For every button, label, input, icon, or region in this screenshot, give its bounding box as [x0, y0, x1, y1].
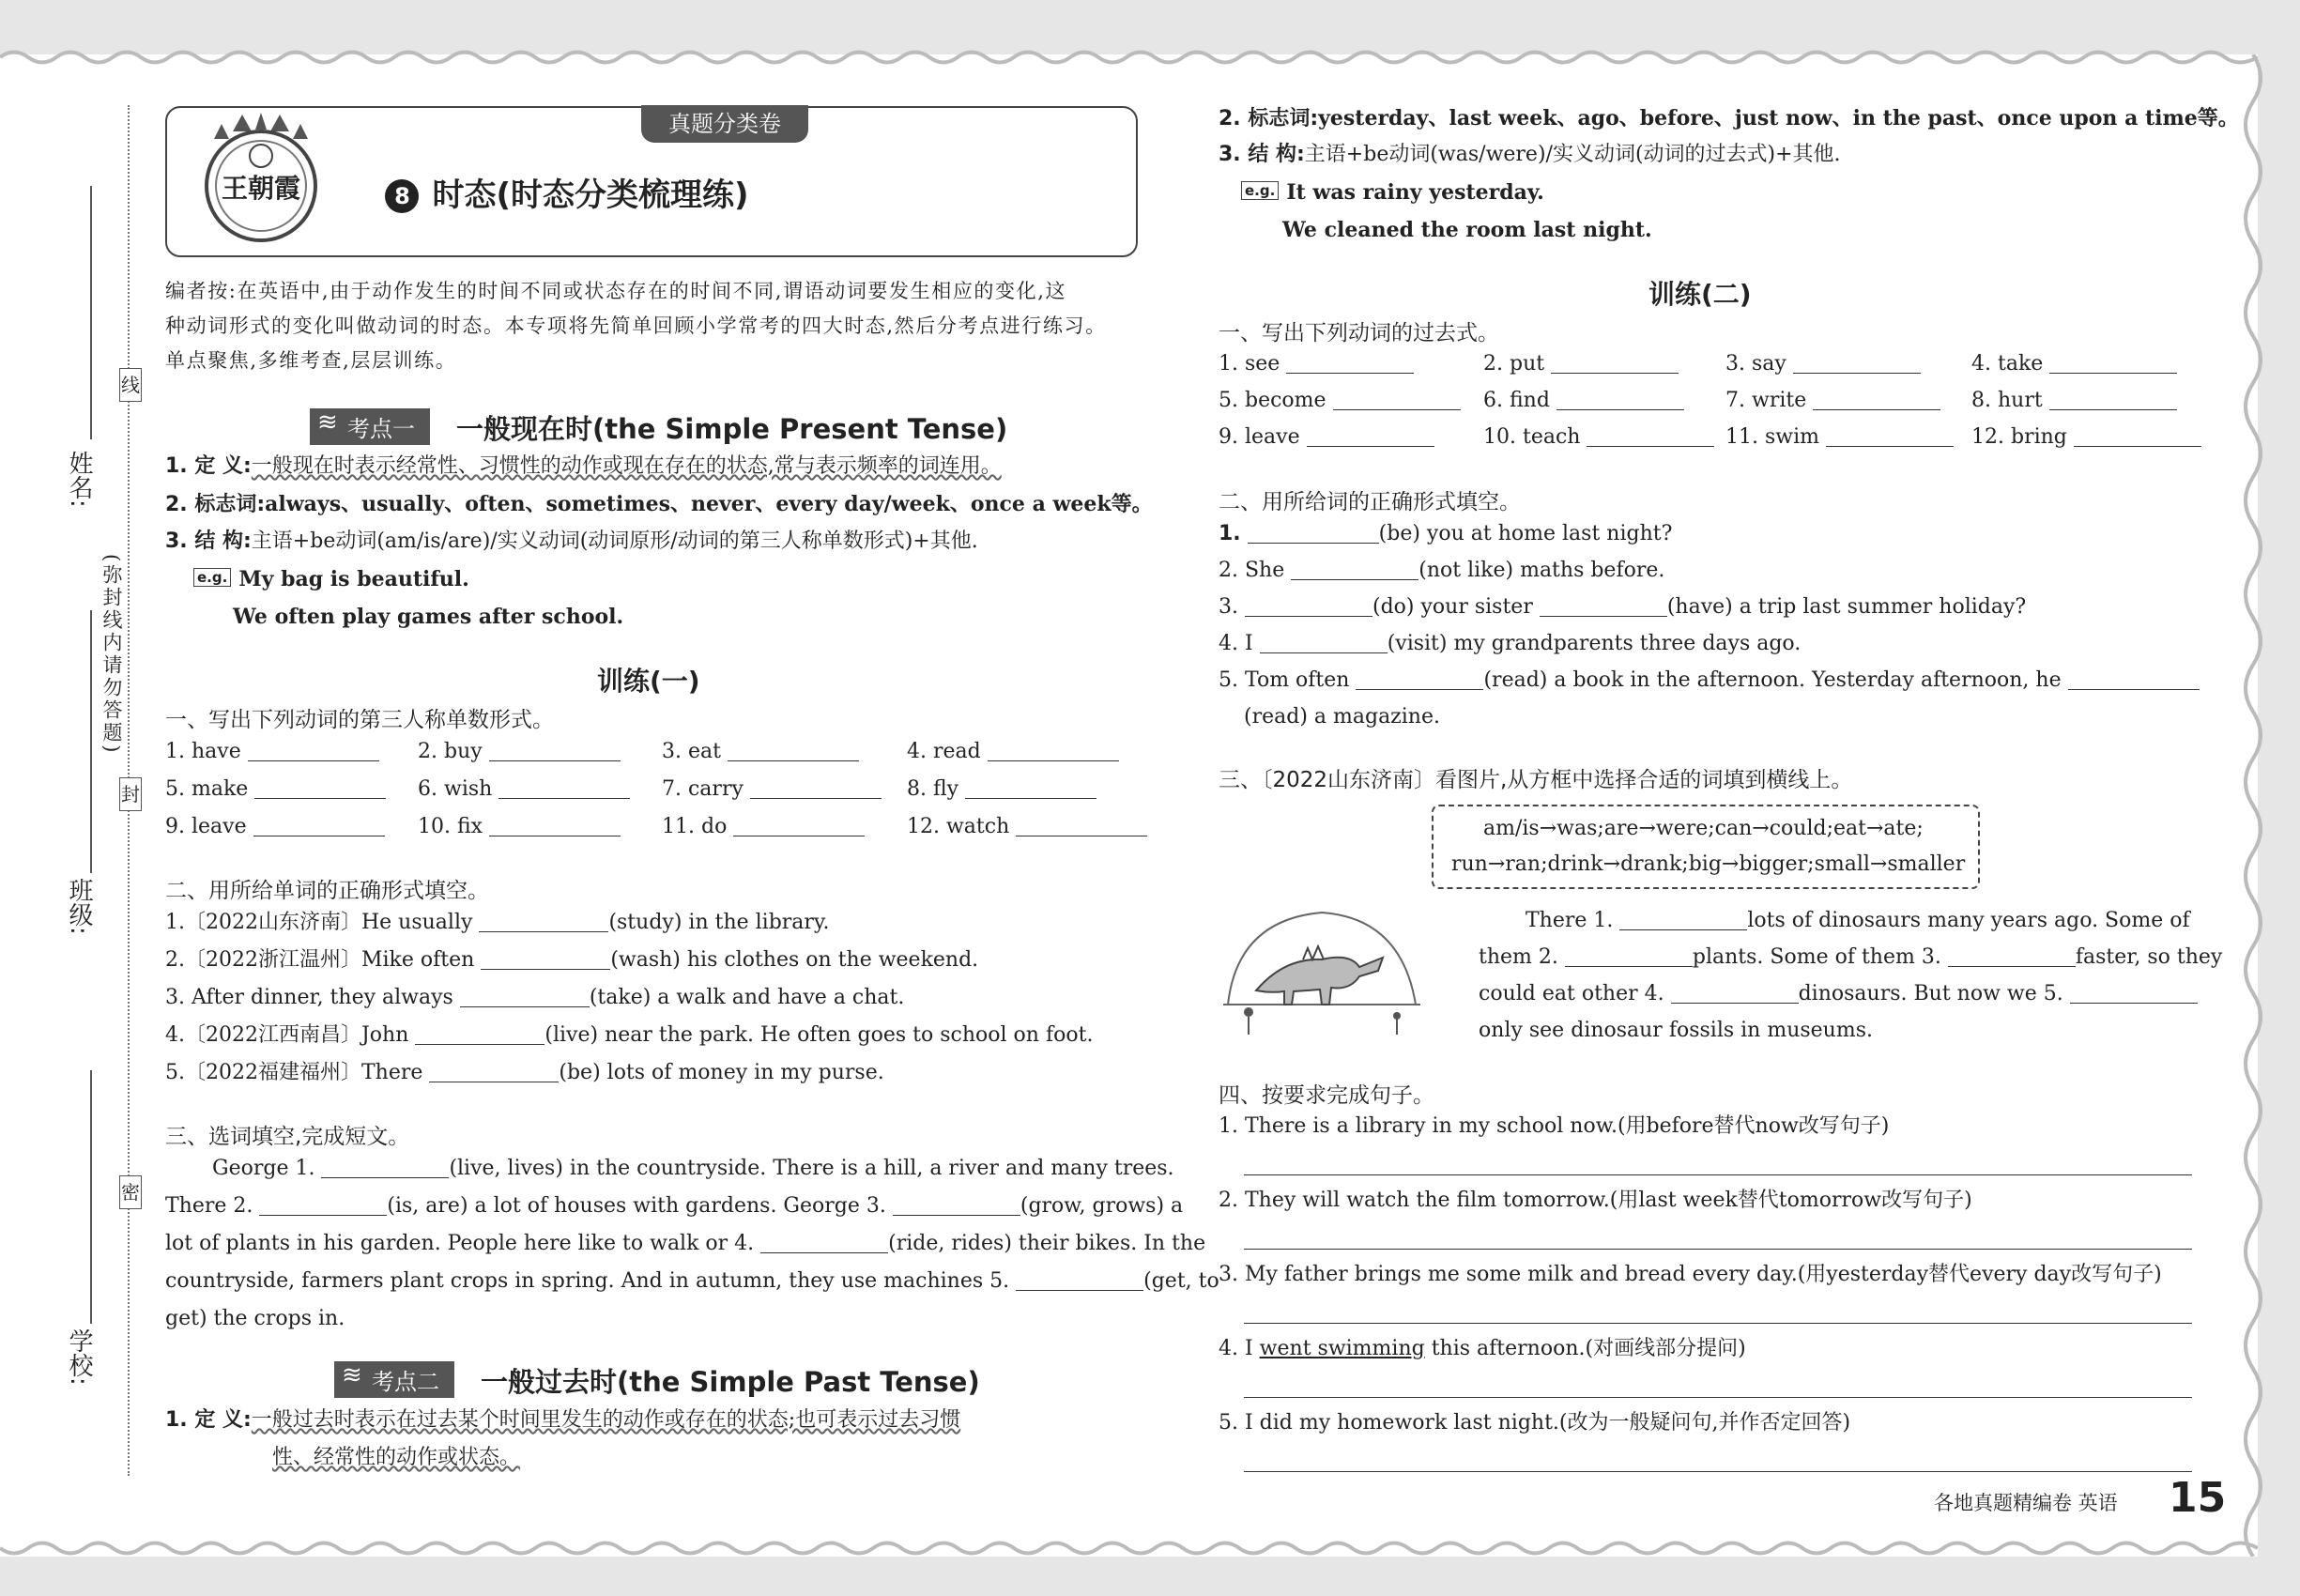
word-box-line-2: run→ran;drink→drank;big→bigger;small→smaller [1451, 852, 1966, 876]
train1-s2-item: 3. After dinner, they always (take) a walk and have a chat. [165, 986, 905, 1009]
answer-blank[interactable] [1016, 815, 1147, 836]
train1-s3-line: lot of plants in his garden. People here like to walk or 4. (ride, rides) their bikes. In the [165, 1232, 1206, 1255]
train2-s4-item: 4. I went swimming this afternoon.(对画线部分提问) [1219, 1337, 1746, 1360]
train2-s1-item: 1. see [1219, 352, 1414, 376]
answer-blank[interactable] [2049, 389, 2177, 410]
binding-warning: (弥封线内请勿答题) [100, 554, 123, 756]
train2-s4-item: 1. There is a library in my school now.(用before替代now改写句子) [1219, 1114, 1890, 1138]
answer-blank[interactable] [893, 1194, 1020, 1216]
binding-mark-line: 线 [119, 368, 142, 402]
point2-definition-1: 1. 定 义:一般过去时表示在过去某个时间里发生的动作或存在的状态;也可表示过去习惯 [165, 1408, 961, 1432]
title-number: 8 [385, 179, 419, 213]
answer-blank[interactable] [489, 815, 621, 836]
train2-s1-item: 7. write [1725, 389, 1940, 413]
answer-blank[interactable] [1793, 352, 1921, 374]
train2-s4-title: 四、按要求完成句子。 [1219, 1083, 1434, 1108]
answer-blank[interactable] [259, 1194, 387, 1216]
answer-blank[interactable] [253, 815, 385, 836]
answer-blank[interactable] [1551, 352, 1679, 374]
train2-s1-title: 一、写出下列动词的过去式。 [1219, 321, 1499, 345]
train1-title: 训练(一) [597, 666, 700, 697]
point1-heading: ≋ 考点一 一般现在时(the Simple Present Tense) [310, 408, 1007, 447]
train2-s3-line: There 1. lots of dinosaurs many years ago. Some of [1526, 909, 2190, 932]
wavy-border-bottom [0, 1538, 2258, 1558]
title-tab: 真题分类卷 [641, 105, 808, 143]
answer-blank[interactable] [2074, 425, 2201, 447]
train1-s1-item: 8. fly [907, 777, 1096, 802]
answer-blank[interactable] [1016, 1269, 1143, 1291]
train1-s1-item: 10. fix [418, 815, 621, 839]
train2-s1-item: 12. bring [1971, 425, 2201, 450]
train2-s1-item: 5. become [1219, 389, 1461, 413]
point1-example-2: We often play games after school. [233, 605, 624, 629]
train2-s2-q4: 4. I (visit) my grandparents three days ago. [1219, 632, 1802, 655]
train1-s1-item: 11. do [662, 815, 865, 839]
answer-blank[interactable] [1826, 425, 1954, 447]
train2-s1-item: 6. find [1483, 389, 1684, 413]
train2-s2-q2: 2. She (not like) maths before. [1219, 559, 1665, 582]
answer-blank[interactable] [2070, 982, 2198, 1004]
train2-s1-item: 4. take [1971, 352, 2177, 376]
answer-blank[interactable] [415, 1023, 544, 1045]
point1-example-1: e.g. My bag is beautiful. [193, 567, 469, 591]
train2-s3-line: only see dinosaur fossils in museums. [1479, 1019, 1873, 1042]
train2-s1-item: 11. swim [1725, 425, 1954, 450]
train1-s1-item: 1. have [165, 740, 379, 764]
answer-blank[interactable] [489, 740, 621, 761]
answer-line[interactable] [1244, 1471, 2192, 1472]
train1-s3-line: George 1. (live, lives) in the countryside. There is a hill, a river and many trees. [212, 1157, 1174, 1180]
answer-blank[interactable] [248, 740, 379, 761]
train2-s4-item: 3. My father brings me some milk and bread every day.(用yesterday替代every day改写句子) [1219, 1263, 2162, 1286]
train2-s3-title: 三、〔2022山东济南〕看图片,从方框中选择合适的词填到横线上。 [1219, 768, 1853, 792]
answer-blank[interactable] [1587, 425, 1714, 447]
train1-s1-item: 3. eat [662, 740, 859, 764]
point2-structure: 3. 结 构:主语+be动词(was/were)/实义动词(动词的过去式)+其他. [1219, 143, 1841, 166]
train2-s2-q5: 5. Tom often (read) a book in the afternoon. Yesterday afternoon, he [1219, 668, 2200, 693]
class-label: 班级: [65, 878, 93, 935]
answer-blank[interactable] [321, 1157, 449, 1178]
train1-s1-item: 5. make [165, 777, 386, 802]
answer-blank[interactable] [1948, 945, 2076, 967]
answer-blank[interactable] [733, 815, 865, 836]
wavy-border-right [2234, 54, 2272, 1557]
train2-s1-item: 8. hurt [1971, 389, 2177, 413]
point1-structure: 3. 结 构:主语+be动词(am/is/are)/实义动词(动词原形/动词的第三人称单数形式)+其他. [165, 529, 978, 553]
publisher-logo [195, 111, 327, 242]
intro-line-2: 种动词形式的变化叫做动词的时态。本专项将先简单回顾小学常考的四大时态,然后分考点进行练习。 [165, 315, 1107, 337]
train1-s3-line: countryside, farmers plant crops in spring. And in autumn, they use machines 5. (get, to [165, 1269, 1219, 1293]
intro-line-1: 编者按:在英语中,由于动作发生的时间不同或状态存在的时间不同,谓语动词要发生相应的变化,这 [165, 280, 1067, 302]
train1-s1-item: 9. leave [165, 815, 385, 839]
train1-s2-item: 4.〔2022江西南昌〕John (live) near the park. He often goes to school on foot. [165, 1023, 1094, 1047]
school-label: 学校: [65, 1328, 93, 1386]
point1-definition: 1. 定 义:一般现在时表示经常性、习惯性的动作或现在存在的状态,常与表示频率的词连用。 [165, 454, 1002, 478]
answer-blank[interactable] [1565, 945, 1693, 967]
binding-mark-seal: 封 [119, 777, 142, 811]
page-number: 15 [2169, 1474, 2227, 1522]
answer-blank[interactable] [2049, 352, 2177, 374]
point1-signals: 2. 标志词:always、usually、often、sometimes、never、every day/week、once a week等。 [165, 492, 1153, 516]
answer-line[interactable] [1244, 1174, 2192, 1175]
answer-blank[interactable] [760, 1232, 888, 1253]
answer-blank[interactable] [965, 777, 1096, 799]
answer-blank[interactable] [254, 777, 386, 799]
point1-badge: ≋ 考点一 [310, 408, 430, 445]
train1-s1-item: 7. carry [662, 777, 882, 802]
binding-mark-seal2: 密 [119, 1175, 142, 1209]
train1-s1-title: 一、写出下列动词的第三人称单数形式。 [165, 708, 554, 732]
train2-s1-item: 3. say [1725, 352, 1921, 376]
train2-s3-line: could eat other 4. dinosaurs. But now we 5. [1479, 982, 2198, 1006]
train2-s1-item: 2. put [1483, 352, 1679, 376]
train2-title: 训练(二) [1648, 279, 1752, 310]
word-box-line-1: am/is→was;are→were;can→could;eat→ate; [1483, 817, 1924, 840]
answer-blank[interactable] [498, 777, 630, 799]
school-field[interactable] [90, 1070, 92, 1324]
dinosaur-illustration [1219, 901, 1425, 1051]
point2-example-2: We cleaned the room last night. [1282, 218, 1652, 242]
train1-s3-line: get) the crops in. [165, 1307, 345, 1330]
train1-s1-item: 2. buy [418, 740, 621, 764]
train1-s1-item: 4. read [907, 740, 1119, 764]
train1-s2-title: 二、用所给单词的正确形式填空。 [165, 879, 489, 903]
footer-text: 各地真题精编卷 英语 [1934, 1492, 2118, 1514]
intro-line-3: 单点聚焦,多维考查,层层训练。 [165, 349, 457, 372]
answer-blank[interactable] [479, 911, 608, 932]
class-field[interactable] [90, 610, 92, 873]
train1-s3-line: There 2. (is, are) a lot of houses with gardens. George 3. (grow, grows) a [165, 1194, 1184, 1218]
train1-s3-title: 三、选词填空,完成短文。 [165, 1125, 410, 1149]
answer-line[interactable] [1244, 1323, 2192, 1324]
point2-heading: ≋ 考点二 一般过去时(the Simple Past Tense) [334, 1361, 980, 1400]
point2-signals: 2. 标志词:yesterday、last week、ago、before、just now、in the past、once upon a time等。 [1219, 106, 2239, 130]
train1-s2-item: 5.〔2022福建福州〕There (be) lots of money in my purse. [165, 1061, 884, 1084]
train2-s1-item: 9. leave [1219, 425, 1434, 450]
answer-blank[interactable] [481, 948, 610, 970]
answer-blank[interactable] [460, 986, 590, 1007]
train2-s4-item: 5. I did my homework last night.(改为一般疑问句,并作否定回答) [1219, 1411, 1851, 1435]
underlined-phrase: went swimming [1259, 1337, 1425, 1360]
answer-line[interactable] [1244, 1249, 2192, 1250]
train2-s2-title: 二、用所给词的正确形式填空。 [1219, 490, 1521, 514]
point2-badge: ≋ 考点二 [334, 1361, 454, 1398]
name-label: 姓名: [65, 451, 93, 508]
answer-blank[interactable] [1813, 389, 1940, 410]
train2-s2-q1: 1. (be) you at home last night? [1219, 522, 1673, 545]
train2-s4-item: 2. They will watch the film tomorrow.(用last week替代tomorrow改写句子) [1219, 1189, 1972, 1212]
svg-text:王朝霞: 王朝霞 [221, 173, 301, 204]
train2-s3-line: them 2. plants. Some of them 3. faster, so they [1479, 945, 2223, 969]
train1-s2-item: 1.〔2022山东济南〕He usually (study) in the library. [165, 911, 830, 934]
answer-blank[interactable] [429, 1061, 559, 1082]
train2-s1-item: 10. teach [1483, 425, 1714, 450]
point2-definition-2: 性、经常性的动作或状态。 [272, 1446, 521, 1469]
train1-s1-item: 6. wish [418, 777, 630, 802]
train1-s1-item: 12. watch [907, 815, 1147, 839]
answer-blank[interactable] [988, 740, 1119, 761]
wavy-border-top [0, 47, 2258, 68]
answer-blank[interactable] [1307, 425, 1434, 447]
answer-blank[interactable] [1671, 982, 1799, 1004]
answer-blank[interactable] [750, 777, 882, 799]
train2-s2-q5-cont: (read) a magazine. [1244, 705, 1440, 729]
point2-example-1: e.g. It was rainy yesterday. [1241, 180, 1544, 205]
answer-blank[interactable] [1619, 909, 1747, 930]
train1-s2-item: 2.〔2022浙江温州〕Mike often (wash) his clothes on the weekend. [165, 948, 979, 972]
answer-blank[interactable] [728, 740, 859, 761]
answer-line[interactable] [1244, 1397, 2192, 1398]
name-field[interactable] [90, 186, 92, 439]
answer-blank[interactable] [1556, 389, 1684, 410]
answer-blank[interactable] [1333, 389, 1461, 410]
page-title: 8 时态(时态分类梳理练) [0, 169, 1134, 215]
train2-s2-q3: 3. (do) your sister (have) a trip last summer holiday? [1219, 595, 2027, 619]
answer-blank[interactable] [1286, 352, 1414, 374]
